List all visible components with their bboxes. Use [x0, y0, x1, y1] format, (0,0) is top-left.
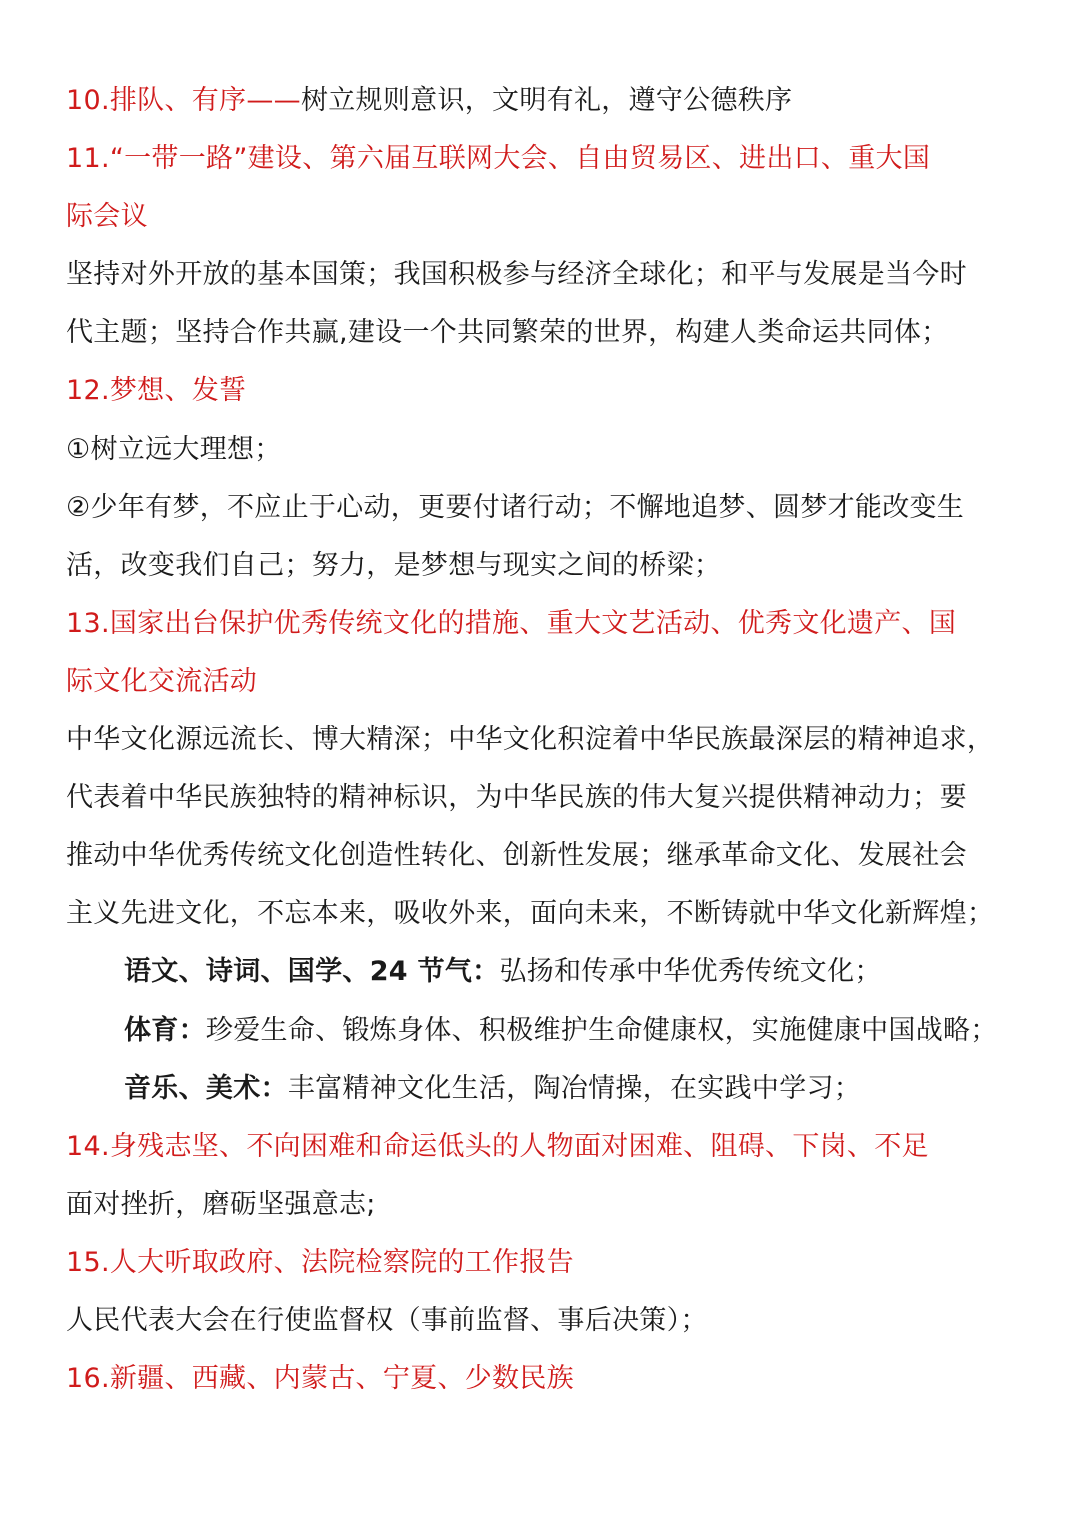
section-15-body: 人民代表大会在行使监督权（事前监督、事后决策）；: [66, 1304, 708, 1336]
sub1-label: 语文、诗词、国学、24 节气：: [124, 956, 500, 988]
section-16-heading: 16.新疆、西藏、内蒙古、宁夏、少数民族: [66, 1363, 574, 1395]
sub2-text: 珍爱生命、锻炼身体、积极维护生命健康权，实施健康中国战略；: [205, 1014, 998, 1046]
section-12-item2-line1: ②少年有梦，不应止于心动，更要付诸行动；不懈地追梦、圆梦才能改变生: [66, 491, 965, 523]
section-12-heading: 12.梦想、发誓: [66, 375, 247, 407]
section-11-body-line1: 坚持对外开放的基本国策；我国积极参与经济全球化；和平与发展是当今时: [66, 259, 967, 291]
section-13-body-line2: 代表着中华民族独特的精神标识，为中华民族的伟大复兴提供精神动力；要: [66, 782, 967, 814]
section-11-heading-line1: 11.“一带一路”建设、第六届互联网大会、自由贸易区、进出口、重大国: [66, 143, 931, 175]
section-10-line: [66, 72, 1014, 130]
section-15-heading: 15.人大听取政府、法院检察院的工作报告: [66, 1246, 574, 1278]
sub3-label: 音乐、美术：: [124, 1072, 288, 1104]
section-12-item1: ①树立远大理想；: [66, 433, 282, 465]
section-13-subitem-sports: [66, 1002, 1014, 1060]
section-14-body: 面对挫折，磨砺坚强意志;: [66, 1188, 376, 1220]
section-13-subitem-chinese: [66, 943, 1014, 1001]
section-13-body-line4: 主义先进文化，不忘本来，吸收外来，面向未来，不断铸就中华文化新辉煌；: [66, 898, 995, 930]
section-13-heading-line2: 际文化交流活动: [66, 665, 258, 697]
sub2-label: 体育：: [124, 1014, 206, 1046]
section-14-heading: 14.身残志坚、不向困难和命运低头的人物面对困难、阻碍、下岗、不足: [66, 1130, 929, 1162]
section-11-body-line2: 代主题；坚持合作共赢,建设一个共同繁荣的世界，构建人类命运共同体；: [66, 317, 949, 349]
section-12-item2-line2: 活，改变我们自己；努力，是梦想与现实之间的桥梁；: [66, 549, 722, 581]
sub3-text: 丰富精神文化生活，陶冶情操，在实践中学习；: [287, 1072, 862, 1104]
section-13-body-line3: 推动中华优秀传统文化创造性转化、创新性发展；继承革命文化、发展社会: [66, 840, 967, 872]
section-13-body-line1: 中华文化源远流长、博大精深；中华文化积淀着中华民族最深层的精神追求，: [66, 724, 995, 756]
sub1-text: 弘扬和传承中华优秀传统文化；: [499, 956, 882, 988]
section-13-heading-line1: 13.国家出台保护优秀传统文化的措施、重大文艺活动、优秀文化遗产、国: [66, 607, 957, 639]
section-11-heading-line2: 际会议: [66, 201, 148, 233]
section-13-subitem-arts: [66, 1060, 1014, 1118]
section-10-text: 树立规则意识，文明有礼，遵守公德秩序: [300, 85, 793, 116]
section-10-heading: 10.排队、有序——: [66, 85, 301, 116]
